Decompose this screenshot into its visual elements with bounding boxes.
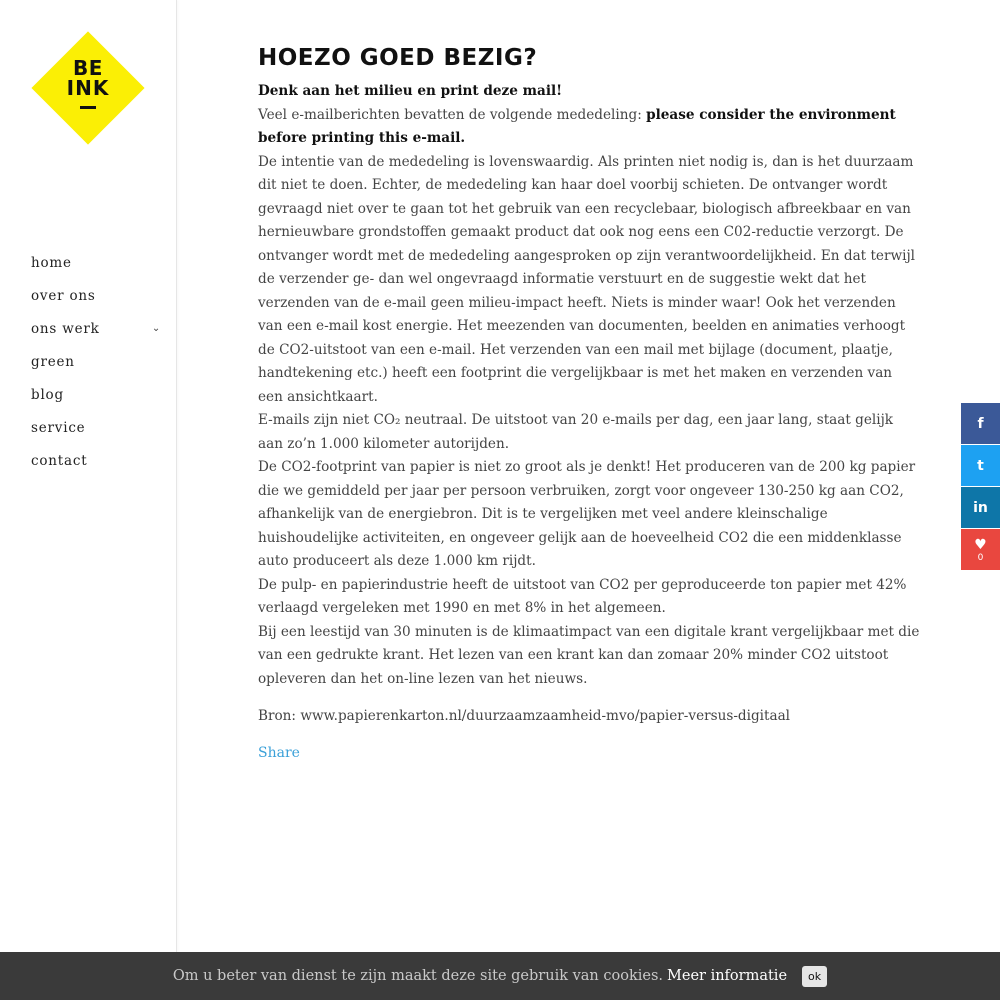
- facebook-icon: f: [977, 415, 984, 432]
- facebook-share-button[interactable]: [961, 403, 1000, 444]
- cookie-bar: [0, 952, 1000, 1000]
- heart-icon: ♥: [974, 536, 987, 553]
- article: [258, 44, 920, 765]
- twitter-share-button[interactable]: [961, 445, 1000, 486]
- article-lead: Denk aan het milieu en print deze mail!: [258, 83, 563, 99]
- linkedin-icon: in: [973, 499, 988, 516]
- article-paragraph-2: De intentie van de mededeling is lovenswaardig. Als printen niet nodig is, dan is het duurzaam dit niet te doen. Echter, de mededeling kan haar doel voorbij schieten. De ontvanger wordt gevraagd niet over te gaan tot het gebruik van een recyclebaar, biologisch afbreekbaar en van hernieuwbare grondstoffen gemaakt product dat ook nog eens een C02-reductie verzorgt. De ontvanger wordt met de mededeling aangesproken op zijn verantwoordelijkheid. En dat terwijl de verzender ge- dan wel ongevraagd informatie verstuurt en de suggestie wekt dat het verzenden van de e-mail geen milieu-impact heeft. Niets is minder waar! Ook het verzenden van een e-mail kost energie. Het meezenden van documenten, beelden en animaties verhoogt de CO2-uitstoot van een e-mail. Het verzenden van een mail met bijlage (document, plaatje, handtekening etc.) heeft een footprint die vergelijkbaar is met het maken en verzenden van een ansichtkaart.: [258, 153, 916, 405]
- nav-item-home[interactable]: [31, 254, 161, 287]
- nav-item-green[interactable]: [31, 353, 161, 386]
- article-source: Bron: www.papierenkarton.nl/duurzaamzaamheid-mvo/papier-versus-digitaal: [258, 708, 791, 724]
- share-link[interactable]: Share: [258, 744, 300, 761]
- logo-line-2: INK: [66, 76, 110, 100]
- sidebar: [0, 0, 177, 1000]
- logo-line-1: BE: [73, 56, 103, 80]
- article-paragraph-5: De pulp- en papierindustrie heeft de uitstoot van CO2 per geproduceerde ton papier met 42% verlaagd vergeleken met 1990 en met 8% in het algemeen.: [258, 576, 907, 616]
- nav-item-label: green: [31, 354, 75, 370]
- nav-item-contact[interactable]: [31, 452, 161, 485]
- nav-item-blog[interactable]: [31, 386, 161, 419]
- nav-item-service[interactable]: [31, 419, 161, 452]
- linkedin-share-button[interactable]: [961, 487, 1000, 528]
- site-logo[interactable]: [32, 32, 144, 144]
- love-count: 0: [977, 552, 984, 563]
- nav-item-label: ons werk: [31, 321, 100, 337]
- nav-item-over-ons[interactable]: [31, 287, 161, 320]
- love-button[interactable]: [961, 529, 1000, 570]
- logo-text: [32, 58, 144, 98]
- cookie-more-info-link[interactable]: Meer informatie: [667, 968, 788, 984]
- page-title: HOEZO GOED BEZIG?: [258, 45, 538, 71]
- nav-item-label: service: [31, 420, 86, 436]
- nav-item-label: home: [31, 255, 72, 271]
- article-body: [258, 80, 920, 691]
- article-paragraph-4: De CO2-footprint van papier is niet zo groot als je denkt! Het produceren van de 200 kg papier die we gemiddeld per jaar per persoon verbruiken, zorgt voor ongeveer 130-250 kg aan CO2, afhankelijk van de energiebron. Dit is te vergelijken met veel andere kleinschalige huishoudelijke activiteiten, en ongeveer gelijk aan de hoeveelheid CO2 die een middenklasse auto produceert als deze 1.000 km rijdt.: [258, 459, 916, 569]
- chevron-down-icon[interactable]: ⌄: [151, 323, 161, 334]
- article-paragraph-6: Bij een leestijd van 30 minuten is de klimaatimpact van een digitale krant vergelijkbaar met die van een gedrukte krant. Het lezen van een krant kan dan zomaar 20% minder CO2 uitstoot opleveren dan het on-line lezen van het nieuws.: [258, 623, 920, 687]
- nav-item-label: blog: [31, 387, 64, 403]
- cookie-ok-button[interactable]: ok: [802, 966, 827, 987]
- nav-item-ons-werk[interactable]: [31, 320, 161, 353]
- article-paragraph-1: [258, 104, 920, 151]
- twitter-icon: t: [977, 457, 984, 474]
- social-share-bar: [961, 403, 1000, 571]
- paragraph-1-bold: please consider the environment before printing this e-mail.: [258, 106, 896, 146]
- main-navigation: [31, 254, 161, 485]
- article-paragraph-3: E-mails zijn niet CO₂ neutraal. De uitstoot van 20 e-mails per dag, een jaar lang, staat gelijk aan zo’n 1.000 kilometer autorijden.: [258, 412, 894, 452]
- cookie-text: Om u beter van dienst te zijn maakt deze site gebruik van cookies.: [172, 968, 664, 984]
- nav-item-label: contact: [31, 453, 88, 469]
- logo-underscore: [80, 106, 96, 109]
- nav-item-label: over ons: [31, 288, 96, 304]
- paragraph-1-text: Veel e-mailberichten bevatten de volgende mededeling:: [258, 106, 647, 123]
